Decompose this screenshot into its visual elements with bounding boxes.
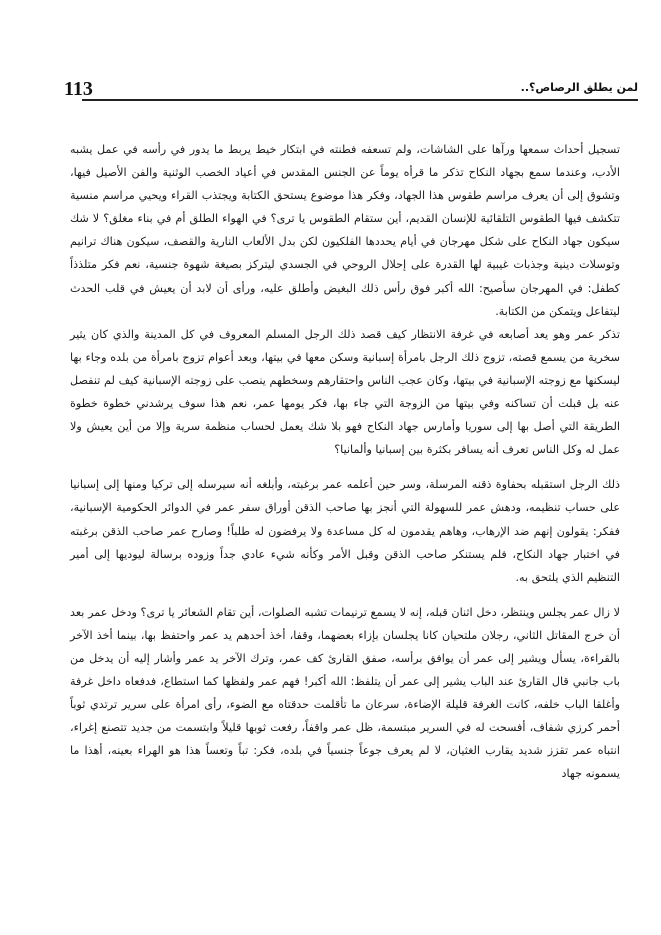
running-title: لمن يطلق الرصاص؟.. [520,81,638,94]
paragraph: ذلك الرجل استقبله بحفاوة ذقنه المرسلة، وسر حين أعلمه عمر برغبته، وأبلغه أنه سيرسله إلى تركيا ومنها إلى إسبانيا على حساب تنظيمه، ودهش عمر للسهولة التي أنجز بها صاحب الذقن أوراق سفر عمر في الدوائر الحكومية الإسبانية، ففكر: يقولون إنهم ضد الإرهاب، وهاهم يقدمون له كل مساعدة ولا يرفضون له طلباً! وصارح عمر صاحب الذقن برغبته في اختبار جهاد النكاح، فلم يستنكر صاحب الذقن وقبل الأمر وكأنه شيء عادي جداً وزوده برسالة ليوديها إلى أمير التنظيم الذي يلتحق به. [70,478,620,584]
paragraph: تذكر عمر وهو يعد أصابعه في غرفة الانتظار كيف قصد ذلك الرجل المسلم المعروف في كل المدينة والذي كان يثير سخرية من يسمع قصته، تزوج ذلك الرجل بامرأة إسبانية وسكن معها في بيتها، وبعد أعوام تزوج بامرأة من بلده وجاء بها ليسكنها مع زوجته الإسبانية في بيتها، وكان عجب الناس واحتقارهم وسخطهم ينصب على زوجته الإسبانية كيف لم تنفصل عنه بل قبلت أن تساكنه وفي بيتها من الزوجة التي جاء بها، فكر يومها عمر، نعم هذا سوف يرشدني خطوة خطوة الطريقة التي أصل بها إلى سوريا وأمارس جهاد النكاح فهو بلا شك يعمل لحساب منظمة سرية وإلا من أين يعيش ولا عمل له وكل الناس تعرف أنه يسافر بكثرة بين إسبانيا وألمانيا؟ [70,327,620,457]
paragraph: تسجيل أحداث سمعها ورآها على الشاشات، ولم تسعفه فطنته في ابتكار خيط يربط ما يدور في رأسه في عمل يشبه الأدب، وعندما سمع بجهاد النكاح تذكر ما قرأه يوماً عن الجنس المقدس في أعياد الخصب الوثنية والفن الأصيل فيها، وتشوق إلى أن يعرف مراسم طقوس هذا الجهاد، وفكر هذا موضوع يستحق الكتابة ويجتذب القراء ويحيي مراسم منسية تتكشف فيها الطقوس التلقائية للإنسان القديم، أين ستقام الطقوس يا ترى؟ في الهواء الطلق أم في بناء مغلق؟ لا شك سيكون جهاد النكاح على شكل مهرجان في أيام يحددها الفلكيون لكن بدل الألعاب النارية والقصف، سيكون هناك ترانيم وتوسلات دينية وجذبات غيبية لها القدرة على إحلال الروحي في الجسدي ليتركز بصيغة شهوة جنسية، نعم فكر متلذذاً كطفل: في المهرجان سأصيح: الله أكبر فوق رأس ذلك البغيض وأطلق عليه، ورأى أن لابد أن يعيش في قلب الحدث ليتفاعل ويتمكن من الكتابة. [70,143,620,318]
page-number: 113 [64,78,93,100]
body-text [70,138,620,786]
header-rule [82,99,638,101]
paragraph: لا زال عمر يجلس وينتظر، دخل اثنان قبله، إنه لا يسمع ترنيمات تشبه الصلوات، أين تقام الشعائر يا ترى؟ ودخل عمر بعد أن خرج المقاتل الثاني، رجلان ملتحيان كانا يجلسان بإزاء بعضهما، وقفا، أخذ أحدهم يد عمر واحتفظ بها، بينما أخذ الآخر بالقراءة، يسأل ويشير إلى عمر أن يوافق برأسه، صفق القارئ كف عمر، وترك الآخر يد عمر وأشار إليه أن يدخل من باب جانبي قال القارئ عند الباب يشير إلى عمر أن يتلفظ: الله أكبر! فهم عمر ولفظها كما استطاع، فدفعاه داخل غرفة وأغلقا الباب خلفه، كانت الغرفة قليلة الإضاءة، سرعان ما تأقلمت حدقتاه مع الضوء، رأى امرأة على سرير ترتدي ثوباً أحمر كرزي شفاف، أفسحت له في السرير مبتسمة، ظل عمر واقفاً، رفعت ثوبها قليلاً وابتسمت من جديد تتصنع إغراء، انتباه عمر تقزز شديد يقارب الغثيان، لا لم يعرف جوعاً جنسياً في بلده، فكر: تباً وتعساً هذا هو الهراء بعينه، أهذا ما يسمونه جهاد [70,605,620,781]
